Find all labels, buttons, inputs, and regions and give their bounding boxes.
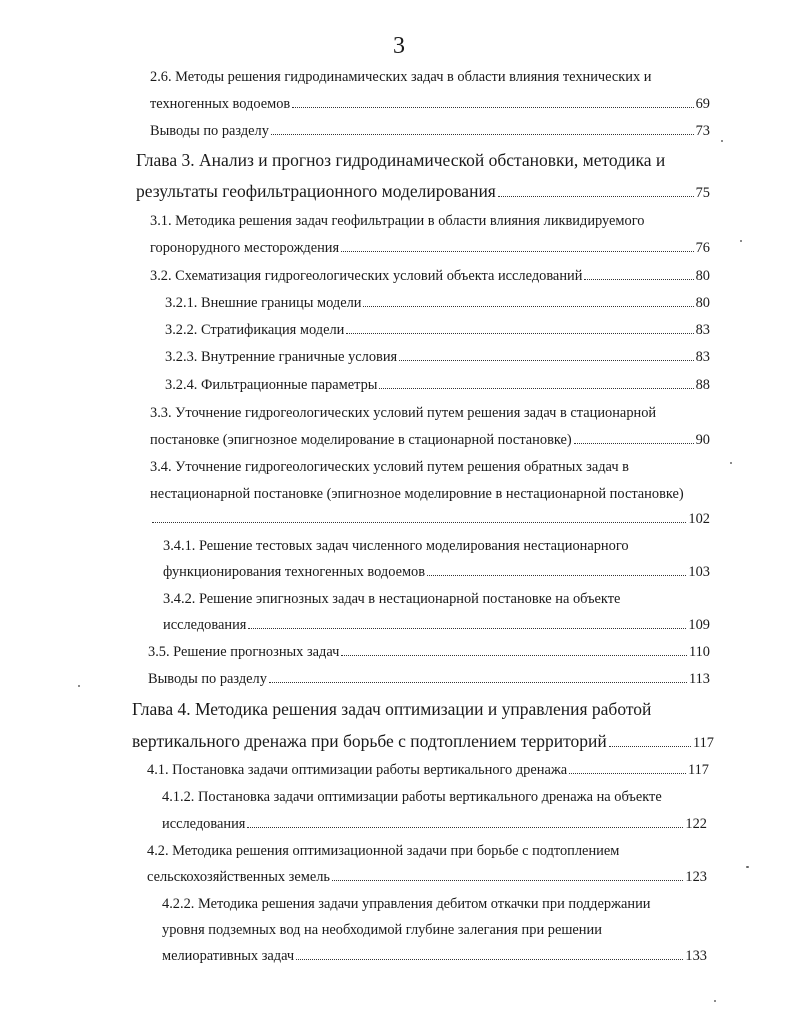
toc-entry-conclusions-3: Выводы по разделу 113 <box>148 671 710 687</box>
leader-dots <box>341 655 687 656</box>
leader-dots <box>584 279 693 280</box>
toc-page-number: 83 <box>695 349 710 365</box>
scan-speck <box>78 685 80 687</box>
toc-entry-4-1-2-line-2: исследования 122 <box>162 816 707 832</box>
toc-entry-3-2-4: 3.2.4. Фильтрационные параметры 88 <box>165 377 710 393</box>
leader-dots <box>379 388 693 389</box>
toc-page-number: 113 <box>688 671 710 687</box>
toc-entry-4-2-line-2: сельскохозяйственных земель 123 <box>147 869 707 885</box>
scan-speck <box>714 1000 716 1002</box>
toc-entry-3-4-line-2: нестационарной постановке (эпигнозное моделировние в нестационарной постановке) <box>150 486 684 502</box>
toc-page-number: 110 <box>688 644 710 660</box>
toc-page-number: 122 <box>685 816 707 832</box>
toc-chapter-4-line-2: вертикального дренажа при борьбе с подтоплением территорий 117 <box>132 730 714 754</box>
toc-entry-4-1-2-line-1: 4.1.2. Постановка задачи оптимизации работы вертикального дренажа на объекте <box>162 789 662 805</box>
toc-page-number: 88 <box>695 377 710 393</box>
leader-dots <box>271 134 694 135</box>
scan-speck <box>730 462 732 464</box>
scan-speck <box>721 140 723 142</box>
toc-entry-3-2-1: 3.2.1. Внешние границы модели 80 <box>165 295 710 311</box>
toc-page-number: 76 <box>695 240 710 256</box>
toc-page-number: 102 <box>688 511 710 527</box>
leader-dots <box>248 628 686 629</box>
toc-entry-4-2-2-line-2: уровня подземных вод на необходимой глубине залегания при решении <box>162 922 602 938</box>
toc-page-number: 69 <box>695 96 710 112</box>
toc-page-number: 117 <box>692 735 714 751</box>
toc-page-number: 80 <box>695 268 710 284</box>
toc-entry-3-3-line-2: постановке (эпигнозное моделирование в стационарной постановке) 90 <box>150 432 710 448</box>
toc-page-number: 103 <box>688 564 710 580</box>
toc-page-number: 75 <box>695 185 710 201</box>
leader-dots <box>296 959 683 960</box>
toc-entry-3-1-line-1: 3.1. Методика решения задач геофильтрации в области влияния ликвидируемого <box>150 213 645 229</box>
scan-speck <box>740 240 742 242</box>
toc-chapter-4-line-1: Глава 4. Методика решения задач оптимизации и управления работой <box>132 699 652 719</box>
toc-entry-2-6-line-2: техногенных водоемов 69 <box>150 96 710 112</box>
toc-page-number: 83 <box>695 322 710 338</box>
toc-entry-4-2-2-line-3: мелиоративных задач 133 <box>162 948 707 964</box>
leader-dots <box>363 306 693 307</box>
leader-dots <box>341 251 693 252</box>
leader-dots <box>269 682 687 683</box>
toc-entry-3-4-1-line-2: функционирования техногенных водоемов 103 <box>163 564 710 580</box>
leader-dots <box>247 827 683 828</box>
leader-dots <box>609 746 691 747</box>
toc-page-number: 133 <box>685 948 707 964</box>
toc-entry-3-2: 3.2. Схематизация гидрогеологических условий объекта исследований 80 <box>150 268 710 284</box>
leader-dots <box>332 880 683 881</box>
toc-entry-3-3-line-1: 3.3. Уточнение гидрогеологических условий путем решения задач в стационарной <box>150 405 657 421</box>
toc-entry-3-4-2-line-2: исследования 109 <box>163 617 710 633</box>
toc-chapter-3-line-2: результаты геофильтрационного моделирования 75 <box>136 180 710 204</box>
leader-dots <box>292 107 693 108</box>
toc-chapter-3-line-1: Глава 3. Анализ и прогноз гидродинамической обстановки, методика и <box>136 150 666 170</box>
toc-entry-3-4-2-line-1: 3.4.2. Решение эпигнозных задач в нестационарной постановке на объекте <box>163 591 621 607</box>
toc-page-number: 73 <box>695 123 710 139</box>
leader-dots <box>574 443 694 444</box>
leader-dots <box>498 196 694 197</box>
toc-entry-4-1: 4.1. Постановка задачи оптимизации работы вертикального дренажа 117 <box>147 762 709 778</box>
toc-page-number: 90 <box>695 432 710 448</box>
toc-entry-4-2-2-line-1: 4.2.2. Методика решения задачи управления дебитом откачки при поддержании <box>162 896 651 912</box>
leader-dots <box>399 360 693 361</box>
toc-entry-3-5: 3.5. Решение прогнозных задач 110 <box>148 644 710 660</box>
toc-page-number: 80 <box>695 295 710 311</box>
toc-entry-2-6-line-1: 2.6. Методы решения гидродинамических задач в области влияния технических и <box>150 69 652 85</box>
toc-entry-3-4-line-3 <box>150 510 710 528</box>
toc-entry-3-1-line-2: горонорудного месторождения 76 <box>150 240 710 256</box>
toc-entry-3-4-1-line-1: 3.4.1. Решение тестовых задач численного моделирования нестационарного <box>163 538 629 554</box>
toc-entry-4-2-line-1: 4.2. Методика решения оптимизационной задачи при борьбе с подтоплением <box>147 843 620 859</box>
toc-entry-conclusions-2: Выводы по разделу 73 <box>150 123 710 139</box>
toc-page-number: 109 <box>688 617 710 633</box>
toc-entry-3-4-line-1: 3.4. Уточнение гидрогеологических условий путем решения обратных задач в <box>150 459 629 475</box>
toc-entry-3-2-3: 3.2.3. Внутренние граничные условия 83 <box>165 349 710 365</box>
leader-dots <box>152 522 686 523</box>
page-number: 3 <box>393 33 405 59</box>
toc-page-number: 123 <box>685 869 707 885</box>
leader-dots <box>569 773 686 774</box>
scan-speck <box>746 866 749 868</box>
toc-page-number: 117 <box>687 762 709 778</box>
leader-dots <box>346 333 693 334</box>
leader-dots <box>427 575 686 576</box>
toc-entry-3-2-2: 3.2.2. Стратификация модели 83 <box>165 322 710 338</box>
